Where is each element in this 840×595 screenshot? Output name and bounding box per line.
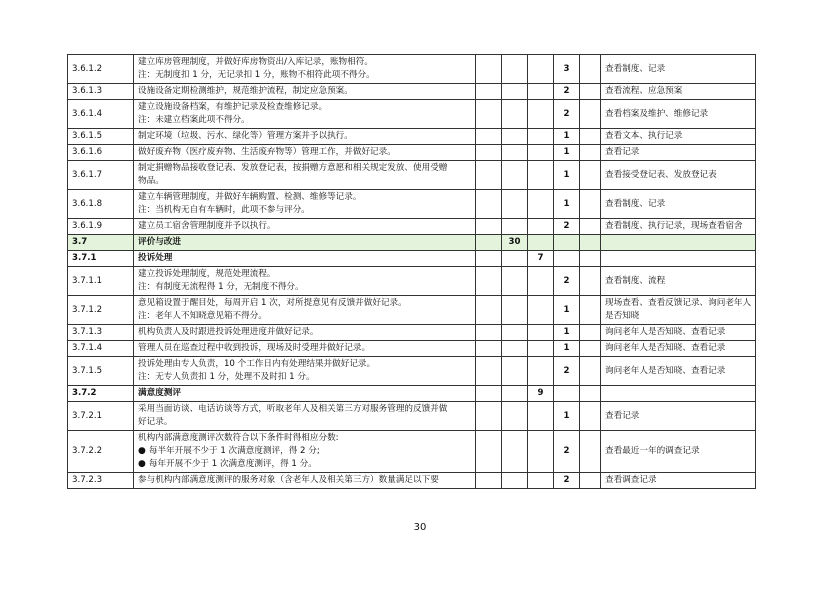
score-cell-s5 [580,296,601,325]
description-line [138,432,471,445]
score-cell-s2 [502,341,528,357]
score-cell-s1 [476,296,502,325]
description-line [138,326,471,339]
description-line [138,297,471,310]
score-cell-s5 [580,386,601,402]
score-cell-s4: 1 [554,129,580,145]
description-line [138,101,471,114]
score-cell-s3: 9 [528,386,554,402]
item-code: 3.7.1.3 [68,325,134,341]
score-cell-s2 [502,190,528,219]
description-text: 制定捐赠物品接收登记表、发放登记表，按捐赠方意愿和相关规定发放、使用受赠 [138,163,448,173]
score-cell-s3 [528,190,554,219]
assessment-method [601,145,756,161]
method-line: 查看制度、记录 [605,198,666,209]
score-cell-s3 [528,100,554,129]
item-code: 3.7.2.1 [68,402,134,431]
score-cell-s4: 2 [554,267,580,296]
description-text: 每半年开展不少于 1 次满意度测评，得 2 分; [148,446,320,456]
item-description [134,161,476,190]
table-row [68,55,756,84]
item-code: 3.6.1.9 [68,219,134,235]
score-cell-s1 [476,251,502,267]
item-code: 3.7.1.1 [68,267,134,296]
description-text: 注：老年人不知晓意见箱不得分。 [138,311,267,321]
description-text: 建立车辆管理制度，并做好车辆购置、检测、维修等记录。 [138,192,362,202]
description-line [138,204,471,217]
table-row [68,357,756,386]
score-cell-s2 [502,84,528,100]
score-cell-s4 [554,235,580,251]
assessment-method [601,235,756,251]
assessment-method [601,357,756,386]
score-cell-s2 [502,325,528,341]
score-cell-s2 [502,145,528,161]
score-cell-s4: 1 [554,145,580,161]
item-description [134,267,476,296]
description-text: 管理人员在巡查过程中收到投诉，现场及时受理并做好记录。 [138,343,371,353]
description-text: 投诉处理由专人负责，10 个工作日内有处理结果并做好记录。 [138,359,376,369]
description-text: 注：无制度扣 1 分，无记录扣 1 分，账物不相符此项不得分。 [138,70,375,80]
table-row [68,219,756,235]
score-cell-s2 [502,161,528,190]
score-cell-s5 [580,129,601,145]
description-line [138,358,471,371]
score-cell-s2 [502,296,528,325]
score-cell-s4: 2 [554,431,580,473]
assessment-method [601,55,756,84]
item-description [134,325,476,341]
table-row [68,267,756,296]
score-cell-s5 [580,190,601,219]
score-cell-s4 [554,251,580,267]
score-cell-s5 [580,235,601,251]
description-text: 物品。 [138,176,164,186]
item-description [134,129,476,145]
assessment-method [601,267,756,296]
description-text: 建立库房管理制度，并做好库房物资出/入库记录，账物相符。 [138,57,373,67]
assessment-method [601,161,756,190]
score-cell-s5 [580,267,601,296]
description-text: 满意度测评 [138,388,181,398]
method-line: 查看档案及维护、维修记录 [605,108,709,119]
score-cell-s1 [476,129,502,145]
description-line [138,281,471,294]
item-code: 3.7.1.5 [68,357,134,386]
score-cell-s2 [502,267,528,296]
score-cell-s5 [580,100,601,129]
item-description [134,357,476,386]
score-cell-s1 [476,386,502,402]
score-cell-s5 [580,55,601,84]
item-code: 3.6.1.7 [68,161,134,190]
method-line: 是否知晓 [605,311,640,321]
method-line: 询问老年人是否知晓、查看记录 [605,343,726,353]
description-line [138,130,471,143]
bullet-icon: ● [138,459,146,469]
description-line [138,445,471,458]
description-line [138,146,471,159]
description-line [138,371,471,384]
item-code: 3.6.1.5 [68,129,134,145]
subsection-row [68,251,756,267]
score-cell-s2 [502,129,528,145]
description-text: 注：当机构无自有车辆时，此项不参与评分。 [138,205,310,215]
assessment-method [601,341,756,357]
assessment-method [601,84,756,100]
method-line: 查看制度、流程 [605,275,666,286]
score-cell-s1 [476,357,502,386]
standards-table [67,54,756,489]
score-cell-s4: 2 [554,357,580,386]
method-line: 查看流程、应急预案 [605,86,683,96]
table-row [68,431,756,473]
description-text: 注：有制度无流程得 1 分，无制度不得分。 [138,282,304,292]
section-row [68,235,756,251]
description-text: 制定环境（垃圾、污水、绿化等）管理方案并予以执行。 [138,131,353,141]
score-cell-s4: 1 [554,402,580,431]
score-cell-s3 [528,84,554,100]
item-description [134,341,476,357]
description-text: 建立投诉处理制度，规范处理流程。 [138,269,276,279]
table-row [68,402,756,431]
score-cell-s4: 1 [554,161,580,190]
item-code: 3.6.1.8 [68,190,134,219]
score-cell-s4: 2 [554,219,580,235]
description-line [138,69,471,82]
description-line [138,403,471,416]
score-cell-s2 [502,251,528,267]
description-text: 采用当面访谈、电话访谈等方式，听取老年人及相关第三方对服务管理的反馈并做 [138,404,448,414]
item-code: 3.6.1.2 [68,55,134,84]
description-line [138,56,471,69]
description-line [138,114,471,127]
item-description [134,235,476,251]
method-line: 查看制度、执行记录，现场查看宿舍 [605,221,743,231]
score-cell-s3 [528,161,554,190]
score-cell-s5 [580,251,601,267]
description-text: 建立员工宿舍管理制度并予以执行。 [138,221,276,231]
score-cell-s1 [476,100,502,129]
score-cell-s5 [580,145,601,161]
method-line: 询问老年人是否知晓、查看记录 [605,365,726,376]
score-cell-s1 [476,235,502,251]
description-line [138,191,471,204]
assessment-method [601,473,756,489]
description-line [138,175,471,188]
assessment-method [601,129,756,145]
table-row [68,145,756,161]
score-cell-s5 [580,431,601,473]
description-text: 设施设备定期检测维护，规范维护流程，制定应急预案。 [138,86,353,96]
item-description [134,145,476,161]
score-cell-s1 [476,325,502,341]
score-cell-s1 [476,341,502,357]
score-cell-s5 [580,341,601,357]
score-cell-s3 [528,325,554,341]
item-code: 3.6.1.4 [68,100,134,129]
description-text: 参与机构内部满意度测评的服务对象（含老年人及相关第三方）数量满足以下要 [138,475,439,485]
item-description [134,386,476,402]
score-cell-s2 [502,357,528,386]
description-text: 注：无专人负责扣 1 分，处理不及时扣 1 分。 [138,372,315,382]
score-cell-s4: 3 [554,55,580,84]
item-description [134,402,476,431]
description-text: 意见箱设置于醒目处，每周开启 1 次，对所提意见有反馈并做好记录。 [138,298,407,308]
table-row [68,341,756,357]
method-line: 现场查看、查看反馈记录、询问老年人 [605,298,752,308]
score-cell-s2 [502,219,528,235]
table-row [68,100,756,129]
score-cell-s3 [528,431,554,473]
item-code: 3.7.2 [68,386,134,402]
score-cell-s5 [580,402,601,431]
score-cell-s1 [476,84,502,100]
score-cell-s4: 1 [554,296,580,325]
score-cell-s4: 2 [554,84,580,100]
score-cell-s3 [528,235,554,251]
item-code: 3.6.1.6 [68,145,134,161]
item-description [134,251,476,267]
score-cell-s4: 2 [554,100,580,129]
score-cell-s1 [476,431,502,473]
description-line [138,220,471,233]
score-cell-s1 [476,190,502,219]
score-cell-s2: 30 [502,235,528,251]
score-cell-s3 [528,402,554,431]
description-line [138,416,471,429]
score-cell-s4: 1 [554,341,580,357]
description-line [138,310,471,323]
score-cell-s4 [554,386,580,402]
table-row [68,473,756,489]
table-row [68,129,756,145]
item-code: 3.7.1.2 [68,296,134,325]
item-code: 3.6.1.3 [68,84,134,100]
table-row [68,161,756,190]
score-cell-s3 [528,145,554,161]
assessment-method [601,431,756,473]
score-cell-s1 [476,145,502,161]
score-cell-s4: 1 [554,325,580,341]
bullet-icon: ● [138,446,146,456]
assessment-method [601,190,756,219]
score-cell-s2 [502,55,528,84]
item-description [134,84,476,100]
score-cell-s2 [502,473,528,489]
description-line [138,387,471,400]
score-cell-s3 [528,341,554,357]
assessment-method [601,100,756,129]
score-cell-s2 [502,100,528,129]
assessment-method [601,386,756,402]
description-line [138,342,471,355]
description-line [138,268,471,281]
table-row [68,325,756,341]
description-line [138,252,471,265]
subsection-row [68,386,756,402]
item-description [134,296,476,325]
item-description [134,431,476,473]
method-line: 查看调查记录 [605,475,657,485]
description-line [138,85,471,98]
method-line: 查看制度、记录 [605,63,666,74]
assessment-method [601,296,756,325]
item-description [134,55,476,84]
score-cell-s2 [502,431,528,473]
score-cell-s2 [502,386,528,402]
score-cell-s3 [528,296,554,325]
score-cell-s1 [476,267,502,296]
method-line: 询问老年人是否知晓、查看记录 [605,327,726,337]
score-cell-s1 [476,161,502,190]
item-description [134,190,476,219]
description-line [138,162,471,175]
score-cell-s1 [476,402,502,431]
score-cell-s5 [580,84,601,100]
score-cell-s5 [580,357,601,386]
description-text: 投诉处理 [138,253,173,263]
table-body [68,55,756,489]
description-line [138,236,471,249]
description-text: 机构内部满意度测评次数符合以下条件时得相应分数: [138,433,339,443]
item-description [134,100,476,129]
score-cell-s1 [476,473,502,489]
description-text: 建立设施设备档案，有维护记录及检查维修记录。 [138,102,328,112]
score-cell-s5 [580,473,601,489]
score-cell-s5 [580,161,601,190]
score-cell-s3 [528,129,554,145]
description-text: 机构负责人及时跟进投诉处理进度并做好记录。 [138,327,319,337]
table-row [68,190,756,219]
assessment-method [601,325,756,341]
item-description [134,219,476,235]
score-cell-s3 [528,219,554,235]
description-text: 评价与改进 [138,237,181,247]
score-cell-s4: 2 [554,473,580,489]
score-cell-s2 [502,402,528,431]
score-cell-s5 [580,325,601,341]
score-cell-s1 [476,219,502,235]
score-cell-s4: 1 [554,190,580,219]
description-text: 每年开展不少于 1 次满意度测评，得 1 分。 [148,459,317,469]
item-description [134,473,476,489]
description-line [138,458,471,471]
score-cell-s1 [476,55,502,84]
method-line: 查看文本、执行记录 [605,131,683,141]
item-code: 3.7 [68,235,134,251]
table-row [68,296,756,325]
score-cell-s3 [528,357,554,386]
method-line: 查看记录 [605,147,640,157]
assessment-method [601,219,756,235]
score-cell-s3 [528,267,554,296]
page-number: 30 [413,522,427,533]
score-cell-s3 [528,55,554,84]
score-cell-s3: 7 [528,251,554,267]
item-code: 3.7.1.4 [68,341,134,357]
method-line: 查看记录 [605,410,640,421]
table-row [68,84,756,100]
item-code: 3.7.2.3 [68,473,134,489]
assessment-method [601,251,756,267]
score-cell-s3 [528,473,554,489]
method-line: 查看接受登记表、发放登记表 [605,169,717,180]
assessment-method [601,402,756,431]
description-text: 好记录。 [138,417,173,427]
item-code: 3.7.2.2 [68,431,134,473]
method-line: 查看最近一年的调查记录 [605,446,700,456]
description-line [138,474,471,487]
description-text: 注：未建立档案此项不得分。 [138,115,250,125]
score-cell-s5 [580,219,601,235]
description-text: 做好废弃物（医疗废弃物、生活废弃物等）管理工作，并做好记录。 [138,147,396,157]
item-code: 3.7.1 [68,251,134,267]
